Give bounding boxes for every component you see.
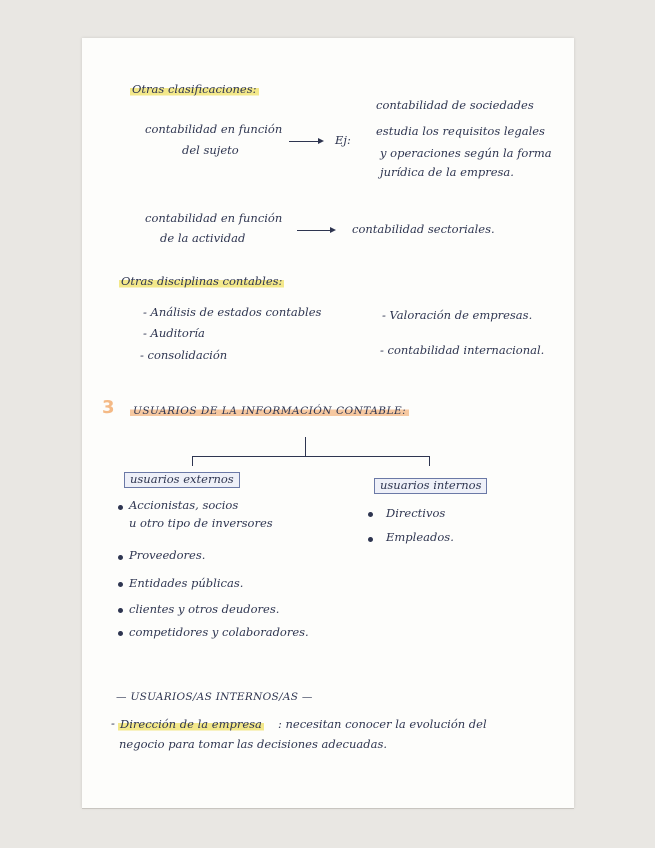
disciplina-left-3: - consolidación xyxy=(140,348,228,362)
tree-left-drop xyxy=(192,456,193,466)
disciplina-right-1: - Valoración de empresas. xyxy=(382,308,533,322)
item1-label-line1: contabilidad en función xyxy=(145,122,283,136)
dash-bullet: - xyxy=(111,716,115,730)
direccion-empresa-highlight: Dirección de la empresa xyxy=(120,717,262,731)
arrow-head-2 xyxy=(330,227,336,233)
section-number-3: 3 xyxy=(102,397,115,418)
item1-label-line2: del sujeto xyxy=(182,143,239,157)
tree-stem xyxy=(305,437,306,457)
bullet-dot xyxy=(118,582,123,587)
direccion-empresa-text: : necesitan conocer la evolución del xyxy=(278,717,487,731)
bullet-dot xyxy=(118,555,123,560)
item1-right-line3: y operaciones según la forma xyxy=(380,146,552,160)
arrow-line-2 xyxy=(297,230,331,231)
section-title-usuarios-internos: — USUARIOS/AS INTERNOS/AS — xyxy=(116,691,313,703)
item2-label-line1: contabilidad en función xyxy=(145,211,283,225)
section-title-usuarios: USUARIOS DE LA INFORMACIÓN CONTABLE: xyxy=(130,406,409,417)
disciplina-right-2: - contabilidad internacional. xyxy=(380,343,545,357)
usuarios-internos-box: usuarios internos xyxy=(374,478,487,494)
item1-right-line4: jurídica de la empresa. xyxy=(380,165,514,179)
arrow-line-1 xyxy=(289,141,319,142)
external-item-2: Proveedores. xyxy=(129,548,206,562)
bullet-dot xyxy=(118,631,123,636)
usuarios-externos-box: usuarios externos xyxy=(124,472,240,488)
section-title-otras-disciplinas: Otras disciplinas contables: xyxy=(121,274,283,288)
ej-label: Ej: xyxy=(335,133,351,147)
external-item-5: competidores y colaboradores. xyxy=(129,625,309,639)
page-bottom-edge xyxy=(82,808,574,809)
disciplina-left-2: - Auditoría xyxy=(143,326,205,340)
direccion-empresa-line2: negocio para tomar las decisiones adecuadas. xyxy=(119,737,388,751)
disciplina-left-1: - Análisis de estados contables xyxy=(143,305,322,319)
bullet-dot xyxy=(368,512,373,517)
internal-item-1: Directivos xyxy=(386,506,446,520)
section-title-otras-clasificaciones: Otras clasificaciones: xyxy=(132,82,257,96)
bullet-dot xyxy=(118,505,123,510)
bullet-dot xyxy=(368,537,373,542)
item1-right-line1: contabilidad de sociedades xyxy=(376,98,534,112)
bullet-dot xyxy=(118,608,123,613)
external-item-1-line1: Accionistas, socios xyxy=(129,498,239,512)
item2-right: contabilidad sectoriales. xyxy=(352,222,495,236)
external-item-1-line2: u otro tipo de inversores xyxy=(129,516,273,530)
external-item-3: Entidades públicas. xyxy=(129,576,244,590)
internal-item-2: Empleados. xyxy=(386,530,454,544)
tree-right-drop xyxy=(429,456,430,466)
external-item-4: clientes y otros deudores. xyxy=(129,602,280,616)
tree-branch xyxy=(192,456,430,457)
item2-label-line2: de la actividad xyxy=(160,231,246,245)
item1-right-line2: estudia los requisitos legales xyxy=(376,124,545,138)
arrow-head-1 xyxy=(318,138,324,144)
